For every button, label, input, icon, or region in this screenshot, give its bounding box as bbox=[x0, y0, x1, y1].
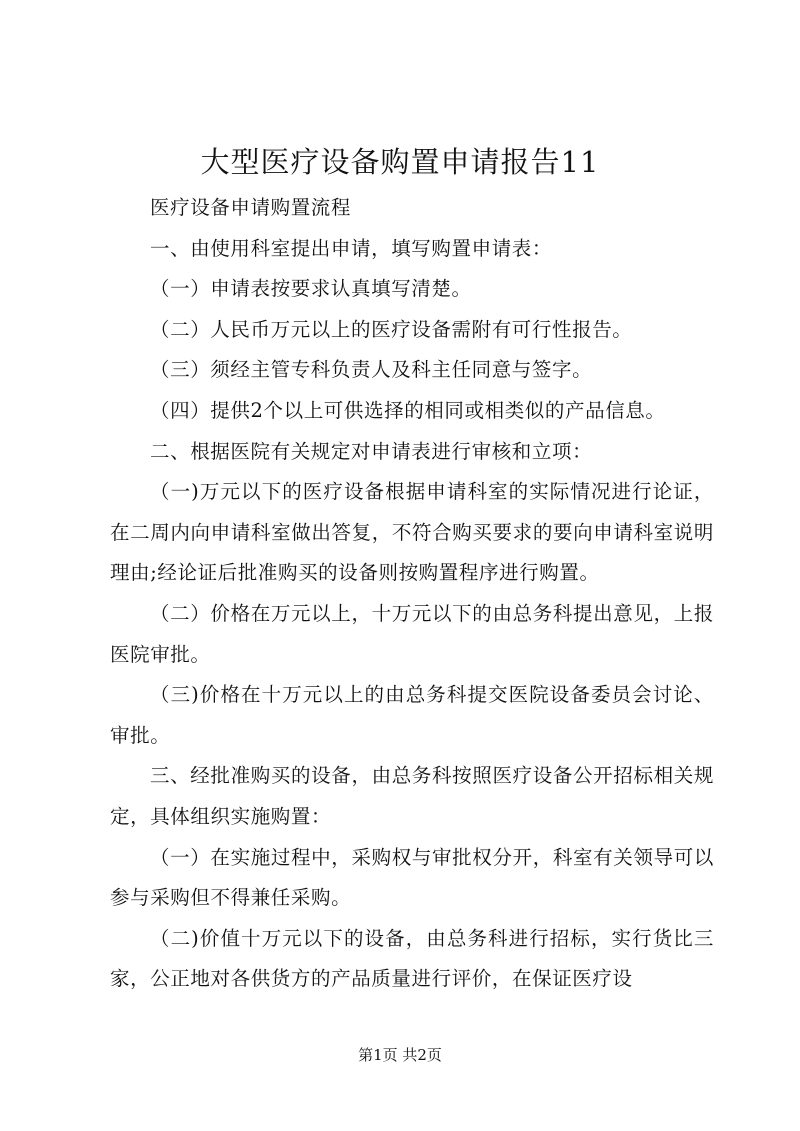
document-body bbox=[110, 188, 714, 1000]
paragraph: （一）在实施过程中，采购权与审批权分开，科室有关领导可以参与采购但不得兼任采购。 bbox=[110, 845, 714, 910]
paragraph: 医疗设备申请购置流程 bbox=[150, 196, 352, 219]
paragraph: （三)价格在十万元以上的由总务科提交医院设备委员会讨论、审批。 bbox=[110, 683, 714, 747]
paragraph: （一）申请表按要求认真填写清楚。 bbox=[150, 277, 472, 301]
paragraph: （二）价格在万元以上，十万元以下的由总务科提出意见，上报医院审批。 bbox=[110, 601, 714, 666]
paragraph: （二)价值十万元以下的设备，由总务科进行招标，实行货比三家，公正地对各供货方的产品质量进行评价，在保证医疗设 bbox=[110, 926, 714, 991]
paragraph: （二）人民币万元以上的医疗设备需附有可行性报告。 bbox=[150, 317, 633, 341]
paragraph: 三、经批准购买的设备，由总务科按照医疗设备公开招标相关规定，具体组织实施购置： bbox=[110, 764, 714, 828]
paragraph: 一、由使用科室提出申请，填写购置申请表： bbox=[150, 236, 553, 260]
paragraph: （一)万元以下的医疗设备根据申请科室的实际情况进行论证，在二周内向申请科室做出答复，不符合购买要求的要向申请科室说明理由;经论证后批准购买的设备则按购置程序进行购置。 bbox=[110, 480, 714, 585]
page-footer: 第1页 共2页 bbox=[358, 1046, 442, 1064]
document-title: 大型医疗设备购置申请报告11 bbox=[200, 145, 600, 179]
paragraph: 二、根据医院有关规定对申请表进行审核和立项： bbox=[150, 439, 593, 463]
paragraph: （四）提供2个以上可供选择的相同或相类似的产品信息。 bbox=[150, 398, 666, 422]
paragraph: （三）须经主管专科负责人及科主任同意与签字。 bbox=[150, 358, 593, 382]
